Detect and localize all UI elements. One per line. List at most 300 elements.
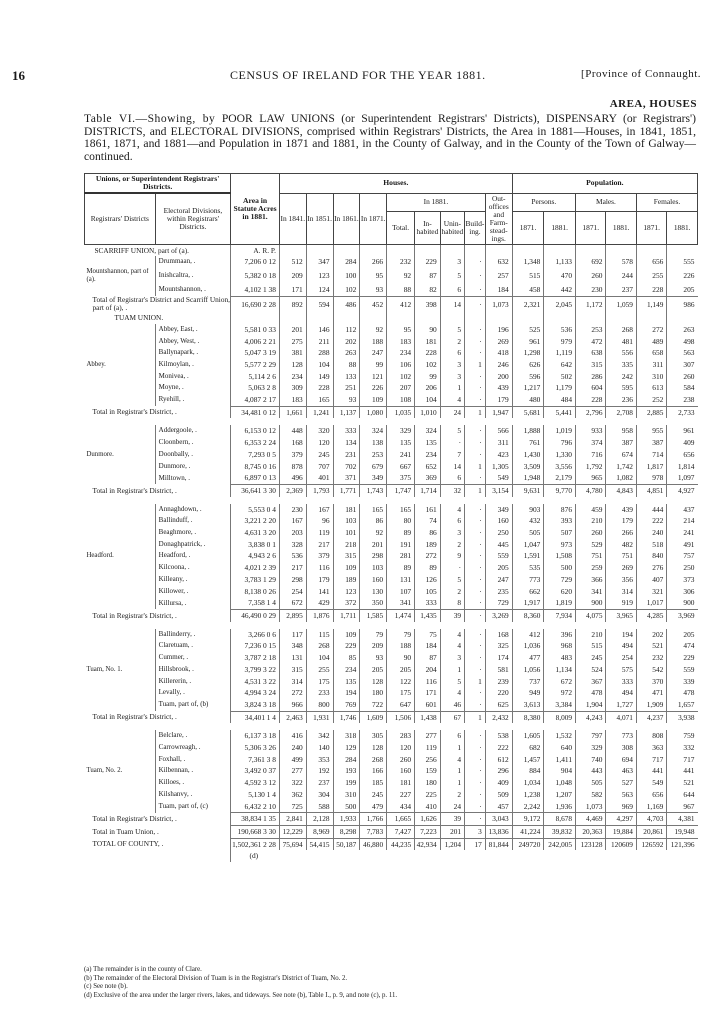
value-cell: · [465,730,486,742]
value-cell: 86 [415,527,441,539]
value-cell: 253 [576,324,606,336]
value-cell: 205 [667,629,698,641]
table-row [85,562,698,574]
registrar-district [85,382,156,394]
value-cell: · [465,789,486,801]
section-row [85,312,698,324]
area-cell: 4,994 3 24 [231,687,280,699]
value-cell: 120 [306,437,333,449]
registrar-district [85,754,156,766]
value-cell: 884 [512,765,544,777]
value-cell: · [465,268,486,284]
value-cell: 44,235 [387,838,415,850]
value-cell: 135 [333,676,360,688]
value-cell: 277 [415,730,441,742]
value-cell: 93 [333,394,360,406]
col-total: Total. [387,212,415,244]
value-cell: 199 [333,777,360,789]
value-cell: 529 [576,539,606,551]
value-cell: 1,438 [415,711,441,723]
value-cell: 1,017 [636,597,666,609]
value-cell: 525 [512,324,544,336]
value-cell: 119 [415,742,441,754]
value-cell: 333 [606,676,636,688]
area-cell: 3,787 2 18 [231,652,280,664]
value-cell: · [465,754,486,766]
registrar-district [85,699,156,711]
value-cell: 441 [636,765,666,777]
col-males: Males. [576,193,637,212]
value-cell: 7,223 [415,825,441,838]
value-cell: 393 [544,515,576,527]
value-cell: 442 [544,284,576,296]
value-cell: 494 [606,687,636,699]
value-cell: · [465,777,486,789]
electoral-division: Cummer, . [155,652,231,664]
value-cell: 892 [279,296,306,312]
col-outoffices: Out-offices and Farm-stead-ings. [485,193,512,244]
value-cell: 363 [636,742,666,754]
value-cell: 876 [544,504,576,516]
electoral-division: Mountshannon, . [155,284,231,296]
col-population: Population. [512,174,697,194]
value-cell: 134 [333,437,360,449]
table-caption [84,113,696,163]
value-cell: 119 [306,527,333,539]
value-cell: 379 [306,550,333,562]
registrar-district [85,597,156,609]
value-cell: 1 [465,484,486,496]
value-cell: 1,137 [333,406,360,418]
value-cell: 339 [667,676,698,688]
value-cell: · [440,437,464,449]
value-cell: 237 [306,777,333,789]
value-cell: 4,780 [576,484,606,496]
value-cell: 200 [485,371,512,383]
value-cell: 228 [576,394,606,406]
value-cell: 7,427 [387,825,415,838]
value-cell: 234 [415,449,441,461]
value-cell: 658 [636,347,666,359]
area-cell: 4,631 3 20 [231,527,280,539]
electoral-division: Monivea, . [155,371,231,383]
registrar-district [85,425,156,437]
total-label: Total in Tuam Union, . [92,826,159,836]
value-cell: · [465,539,486,551]
value-cell: 240 [636,527,666,539]
value-cell: 472 [576,336,606,348]
value-cell: 2,128 [306,813,333,826]
value-cell: 470 [544,268,576,284]
value-cell: 1,207 [544,789,576,801]
table-row [85,371,698,383]
table-row [85,336,698,348]
value-cell: 239 [485,676,512,688]
value-cell: 737 [512,676,544,688]
value-cell: 283 [387,730,415,742]
value-cell: 6 [440,515,464,527]
value-cell: 260 [387,754,415,766]
value-cell: 181 [333,504,360,516]
section-row [85,244,698,256]
value-cell: 445 [485,539,512,551]
value-cell: 126 [415,574,441,586]
value-cell: · [465,813,486,826]
value-cell: 310 [636,371,666,383]
value-cell: 189 [333,574,360,586]
value-cell: · [465,640,486,652]
value-cell: 559 [485,550,512,562]
value-cell: 1 [440,382,464,394]
value-cell: 4,851 [636,484,666,496]
value-cell: 205 [360,664,387,676]
value-cell: 210 [576,515,606,527]
table-row [85,597,698,609]
value-cell: · [465,256,486,268]
value-cell: 481 [606,336,636,348]
value-cell: 955 [636,425,666,437]
value-cell: · [465,425,486,437]
value-cell: 120 [387,742,415,754]
value-cell: 194 [333,687,360,699]
table-row [85,527,698,539]
value-cell: 1,474 [387,609,415,621]
value-cell: 620 [544,586,576,598]
value-cell: 625 [485,699,512,711]
value-cell: 254 [606,652,636,664]
value-cell: 471 [636,687,666,699]
area-cell: 7,361 3 8 [231,754,280,766]
value-cell: 202 [636,629,666,641]
value-cell: 255 [306,664,333,676]
value-cell: 209 [360,640,387,652]
value-cell: 13,836 [485,825,512,838]
value-cell: 797 [576,730,606,742]
value-cell: 184 [415,640,441,652]
col-males-1871: 1871. [576,212,606,244]
value-cell: 1,430 [512,449,544,461]
value-cell: 314 [279,676,306,688]
value-cell: 373 [667,574,698,586]
value-cell: 4,285 [636,609,666,621]
value-cell: 335 [606,359,636,371]
value-cell: 972 [544,687,576,699]
value-cell: 188 [360,336,387,348]
value-cell: 1,931 [306,711,333,723]
value-cell: 584 [667,382,698,394]
value-cell: · [465,527,486,539]
value-cell: 276 [636,562,666,574]
electoral-division: Levally, . [155,687,231,699]
value-cell: 773 [512,574,544,586]
value-cell: 1,742 [606,461,636,473]
value-cell: 314 [606,586,636,598]
value-cell: 5,441 [544,406,576,418]
value-cell: 320 [306,425,333,437]
value-cell: 342 [306,730,333,742]
value-cell: 491 [667,539,698,551]
value-cell: · [465,284,486,296]
col-females-1881: 1881. [667,212,698,244]
value-cell: 502 [544,371,576,383]
value-cell: 8,969 [306,825,333,838]
value-cell: 122 [387,676,415,688]
value-cell: 542 [636,664,666,676]
value-cell: 86 [360,515,387,527]
value-cell: 304 [306,789,333,801]
value-cell: 8,678 [544,813,576,826]
value-cell: 1,036 [512,640,544,652]
value-cell: 716 [576,449,606,461]
registrar-district [85,742,156,754]
value-cell: 4 [440,504,464,516]
value-cell: 4 [440,640,464,652]
value-cell: 171 [279,284,306,296]
value-cell: 372 [333,597,360,609]
value-cell: 259 [576,562,606,574]
value-cell: 1,119 [544,347,576,359]
value-cell: 1 [465,461,486,473]
value-cell: 329 [576,742,606,754]
value-cell: 240 [279,742,306,754]
value-cell: 179 [485,394,512,406]
value-cell: 367 [576,676,606,688]
value-cell: 105 [415,586,441,598]
value-cell: 165 [387,504,415,516]
value-cell: 75,694 [279,838,306,850]
value-cell: · [465,629,486,641]
value-cell: 536 [544,324,576,336]
value-cell: 1,766 [360,813,387,826]
total-label: Total in Registrar's District, . [92,485,177,495]
area-cell: 7,358 1 4 [231,597,280,609]
value-cell: 296 [485,765,512,777]
value-cell: 1,714 [415,484,441,496]
total-row [85,609,698,621]
value-cell: 202 [333,336,360,348]
value-cell: 3,509 [512,461,544,473]
value-cell: 324 [360,425,387,437]
value-cell: 1,238 [512,789,544,801]
value-cell: 1,591 [512,550,544,562]
value-cell: 115 [306,629,333,641]
value-cell: 123 [306,268,333,284]
value-cell: 3,384 [544,699,576,711]
value-cell: 409 [485,777,512,789]
value-cell: 1,888 [512,425,544,437]
value-cell: 1,019 [544,425,576,437]
value-cell: 333 [333,425,360,437]
value-cell: 381 [279,347,306,359]
value-cell: 484 [544,394,576,406]
value-cell: 167 [306,504,333,516]
registrar-district [85,574,156,586]
value-cell: 638 [576,347,606,359]
registrar-district [85,437,156,449]
value-cell: 437 [667,504,698,516]
value-cell: 692 [576,256,606,268]
value-cell: 80 [387,515,415,527]
value-cell: 341 [576,586,606,598]
value-cell: 92 [387,268,415,284]
value-cell: 3,269 [485,609,512,621]
value-cell: 494 [606,640,636,652]
value-cell: 578 [606,256,636,268]
value-cell: 1 [440,777,464,789]
area-cell: 3,783 1 29 [231,574,280,586]
table-row [85,347,698,359]
value-cell: 89 [387,527,415,539]
col-area: Area in Statute Acres in 1881. [231,174,280,245]
value-cell: 499 [279,754,306,766]
registrar-district [85,461,156,473]
value-cell: 129 [333,742,360,754]
value-cell: 7 [440,449,464,461]
area-cell: 34,481 0 12 [231,406,280,418]
value-cell: 714 [636,449,666,461]
value-cell: 559 [667,664,698,676]
value-cell: 1,609 [360,711,387,723]
value-cell: 986 [667,296,698,312]
value-cell: 85 [333,652,360,664]
value-cell: 103 [360,562,387,574]
value-cell: 347 [306,256,333,268]
value-cell: 652 [415,461,441,473]
value-cell: 722 [360,699,387,711]
value-cell: 613 [636,382,666,394]
value-cell: 325 [485,640,512,652]
value-cell: 1 [440,765,464,777]
electoral-division: Ballinduff, . [155,515,231,527]
value-cell: 234 [333,664,360,676]
value-cell: 432 [512,515,544,527]
value-cell: 228 [306,382,333,394]
total-label: Total in Registrar's District, . [92,814,177,824]
value-cell: 318 [333,730,360,742]
value-cell: 217 [279,562,306,574]
value-cell: 1,034 [512,777,544,789]
value-cell: 2 [440,336,464,348]
value-cell: 2 [440,586,464,598]
value-cell: 116 [415,676,441,688]
value-cell: 217 [306,539,333,551]
value-cell: 1,241 [306,406,333,418]
value-cell: 1,665 [387,813,415,826]
value-cell: 260 [667,371,698,383]
registrar-district [85,336,156,348]
value-cell: 281 [387,550,415,562]
value-cell: 538 [485,730,512,742]
electoral-division: Addergoole, . [155,425,231,437]
value-cell: 17 [465,838,486,850]
value-cell: · [465,336,486,348]
value-cell: 311 [636,359,666,371]
value-cell: · [465,371,486,383]
value-cell: 234 [387,347,415,359]
value-cell: 5 [440,268,464,284]
registrar-district: Headford. [86,552,114,560]
value-cell: 268 [306,640,333,652]
value-cell: 439 [606,504,636,516]
col-persons-1881: 1881. [544,212,576,244]
value-cell: 3 [440,359,464,371]
total-label: Total in Registrar's District, . [92,712,177,722]
value-cell: · [440,562,464,574]
table-head [85,174,698,245]
value-cell: 205 [387,664,415,676]
value-cell: 192 [306,765,333,777]
area-cell: 7,293 0 5 [231,449,280,461]
value-cell: 46,880 [360,838,387,850]
value-cell: 183 [387,336,415,348]
col-persons-1871: 1871. [512,212,544,244]
value-cell: 272 [279,687,306,699]
value-cell: 672 [544,676,576,688]
value-cell: 310 [333,789,360,801]
area-cell: 5,581 0 33 [231,324,280,336]
value-cell: 489 [636,336,666,348]
value-cell: 1 [440,742,464,754]
footnote: (a) The remainder is in the county of Clare. [84,966,202,973]
value-cell: 396 [544,629,576,641]
value-cell: 1 [465,676,486,688]
value-cell: 1 [465,406,486,418]
value-cell: 3 [465,825,486,838]
col-females-1871: 1871. [636,212,666,244]
registrar-district [85,629,156,641]
value-cell: 4,703 [636,813,666,826]
value-cell: 961 [512,336,544,348]
area-cell: 5,047 3 19 [231,347,280,359]
value-cell: 146 [306,324,333,336]
value-cell: 89 [387,562,415,574]
value-cell: 180 [415,777,441,789]
value-cell: 412 [512,629,544,641]
col-males-1881: 1881. [606,212,636,244]
value-cell: 441 [667,765,698,777]
value-cell: 107 [387,586,415,598]
area-cell: 4,006 2 21 [231,336,280,348]
table-row [85,699,698,711]
value-cell: 286 [576,371,606,383]
value-cell: 647 [387,699,415,711]
value-cell: 204 [415,664,441,676]
value-cell: 251 [333,382,360,394]
value-cell: 527 [606,777,636,789]
value-cell: 253 [360,449,387,461]
registrar-district [85,652,156,664]
value-cell: 679 [360,461,387,473]
electoral-division: Hillsbrook, . [155,664,231,676]
area-cell: 1,502,361 2 28 [231,838,280,850]
value-cell: 220 [485,687,512,699]
value-cell: 1,727 [606,699,636,711]
value-cell: 194 [606,629,636,641]
electoral-division: Killursa, . [155,597,231,609]
value-cell: 555 [667,256,698,268]
area-cell: 3,492 0 37 [231,765,280,777]
value-cell: 288 [306,347,333,359]
value-cell: 218 [333,539,360,551]
value-cell: 322 [279,777,306,789]
area-cell: 4,943 2 6 [231,550,280,562]
value-cell: 1,585 [360,609,387,621]
value-cell: 201 [279,324,306,336]
value-cell: 3,969 [667,609,698,621]
value-cell: 181 [387,777,415,789]
registrar-district: Mountshannon, part of (a). [86,267,149,283]
value-cell: 92 [360,324,387,336]
